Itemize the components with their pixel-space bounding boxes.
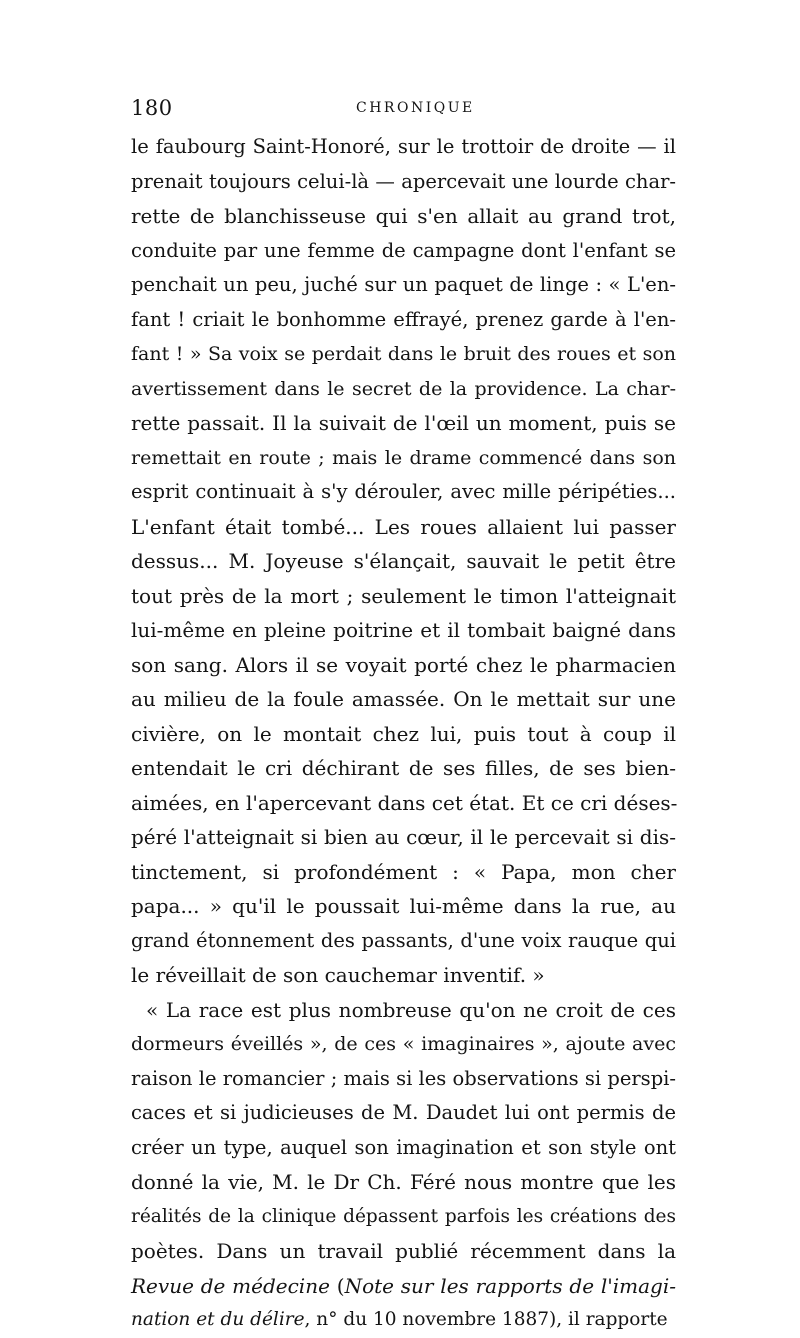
text-line: fant ! criait le bonhomme effrayé, prenez garde à l'en- bbox=[131, 307, 676, 331]
text-line: rette passait. Il la suivait de l'œil un moment, puis se bbox=[131, 411, 676, 435]
text-line-paragraph-start: « La race est plus nombreuse qu'on ne croit de ces bbox=[146, 997, 676, 1022]
journal-title: Revue de médecine bbox=[131, 1273, 330, 1298]
text-line: dormeurs éveillés », de ces « imaginaires », ajoute avec bbox=[131, 1033, 676, 1055]
text-line: civière, on le montait chez lui, puis tout à coup il bbox=[131, 721, 676, 746]
text-line: esprit continuait à s'y dérouler, avec mille péripéties... bbox=[131, 480, 676, 503]
citation-rest: , n° du 10 novembre 1887), il rapporte bbox=[304, 1309, 668, 1330]
text-line: avertissement dans le secret de la providence. La char- bbox=[131, 377, 676, 400]
article-title: Note sur les rapports de l'imagi- bbox=[344, 1273, 676, 1298]
text-line: conduite par une femme de campagne dont l'enfant se bbox=[131, 238, 676, 262]
text-line: rette de blanchisseuse qui s'en allait au grand trot, bbox=[131, 204, 676, 228]
text-line: prenait toujours celui-là — apercevait une lourde char- bbox=[131, 169, 676, 193]
text-line: poètes. Dans un travail publié récemment dans la bbox=[131, 1239, 676, 1263]
page-header bbox=[131, 96, 676, 126]
text-line: remettait en route ; mais le drame commencé dans son bbox=[131, 446, 676, 469]
text-line: entendait le cri déchirant de ses filles, de ses bien- bbox=[131, 756, 676, 780]
text-line: fant ! » Sa voix se perdait dans le bruit des roues et son bbox=[131, 343, 676, 365]
text-line: lui-même en pleine poitrine et il tombait baigné dans bbox=[131, 618, 676, 642]
text-line: dessus... M. Joyeuse s'élançait, sauvait le petit être bbox=[131, 549, 676, 573]
text-line-citation bbox=[131, 1303, 676, 1338]
text-line: aimées, en l'apercevant dans cet état. Et ce cri déses- bbox=[131, 790, 678, 815]
paren-open: ( bbox=[329, 1273, 345, 1298]
text-line: tout près de la mort ; seulement le timon l'atteignait bbox=[131, 583, 676, 608]
text-line: péré l'atteignait si bien au cœur, il le percevait si dis- bbox=[131, 825, 676, 849]
text-line: son sang. Alors il se voyait porté chez le pharmacien bbox=[131, 652, 676, 677]
text-line: grand étonnement des passants, d'une voix rauque qui bbox=[131, 928, 676, 952]
text-line: donné la vie, M. le Dr Ch. Féré nous montre que les bbox=[131, 1170, 676, 1194]
text-line: le réveillait de son cauchemar inventif. » bbox=[131, 963, 545, 987]
page-number: 180 bbox=[131, 96, 173, 120]
text-line: L'enfant était tombé... Les roues allaient lui passer bbox=[131, 514, 676, 539]
text-line: penchait un peu, juché sur un paquet de linge : « L'en- bbox=[131, 273, 676, 296]
text-line: réalités de la clinique dépassent parfois les créations des bbox=[131, 1205, 676, 1227]
text-line: créer un type, auquel son imagination et son style ont bbox=[131, 1135, 676, 1159]
text-line-citation bbox=[131, 1269, 676, 1304]
text-line: au milieu de la foule amassée. On le mettait sur une bbox=[131, 687, 676, 711]
text-line: raison le romancier ; mais si les observations si perspi- bbox=[131, 1066, 676, 1090]
text-line: le faubourg Saint-Honoré, sur le trottoir de droite — il bbox=[131, 135, 676, 158]
text-line: papa... » qu'il le poussait lui-même dans la rue, au bbox=[131, 894, 676, 918]
text-line: tinctement, si profondément : « Papa, mon cher bbox=[131, 859, 676, 884]
running-head: CHRONIQUE bbox=[356, 100, 475, 116]
article-title-continued: nation et du délire bbox=[131, 1309, 305, 1330]
text-line: caces et si judicieuses de M. Daudet lui ont permis de bbox=[131, 1101, 676, 1124]
body-text bbox=[131, 130, 676, 1338]
